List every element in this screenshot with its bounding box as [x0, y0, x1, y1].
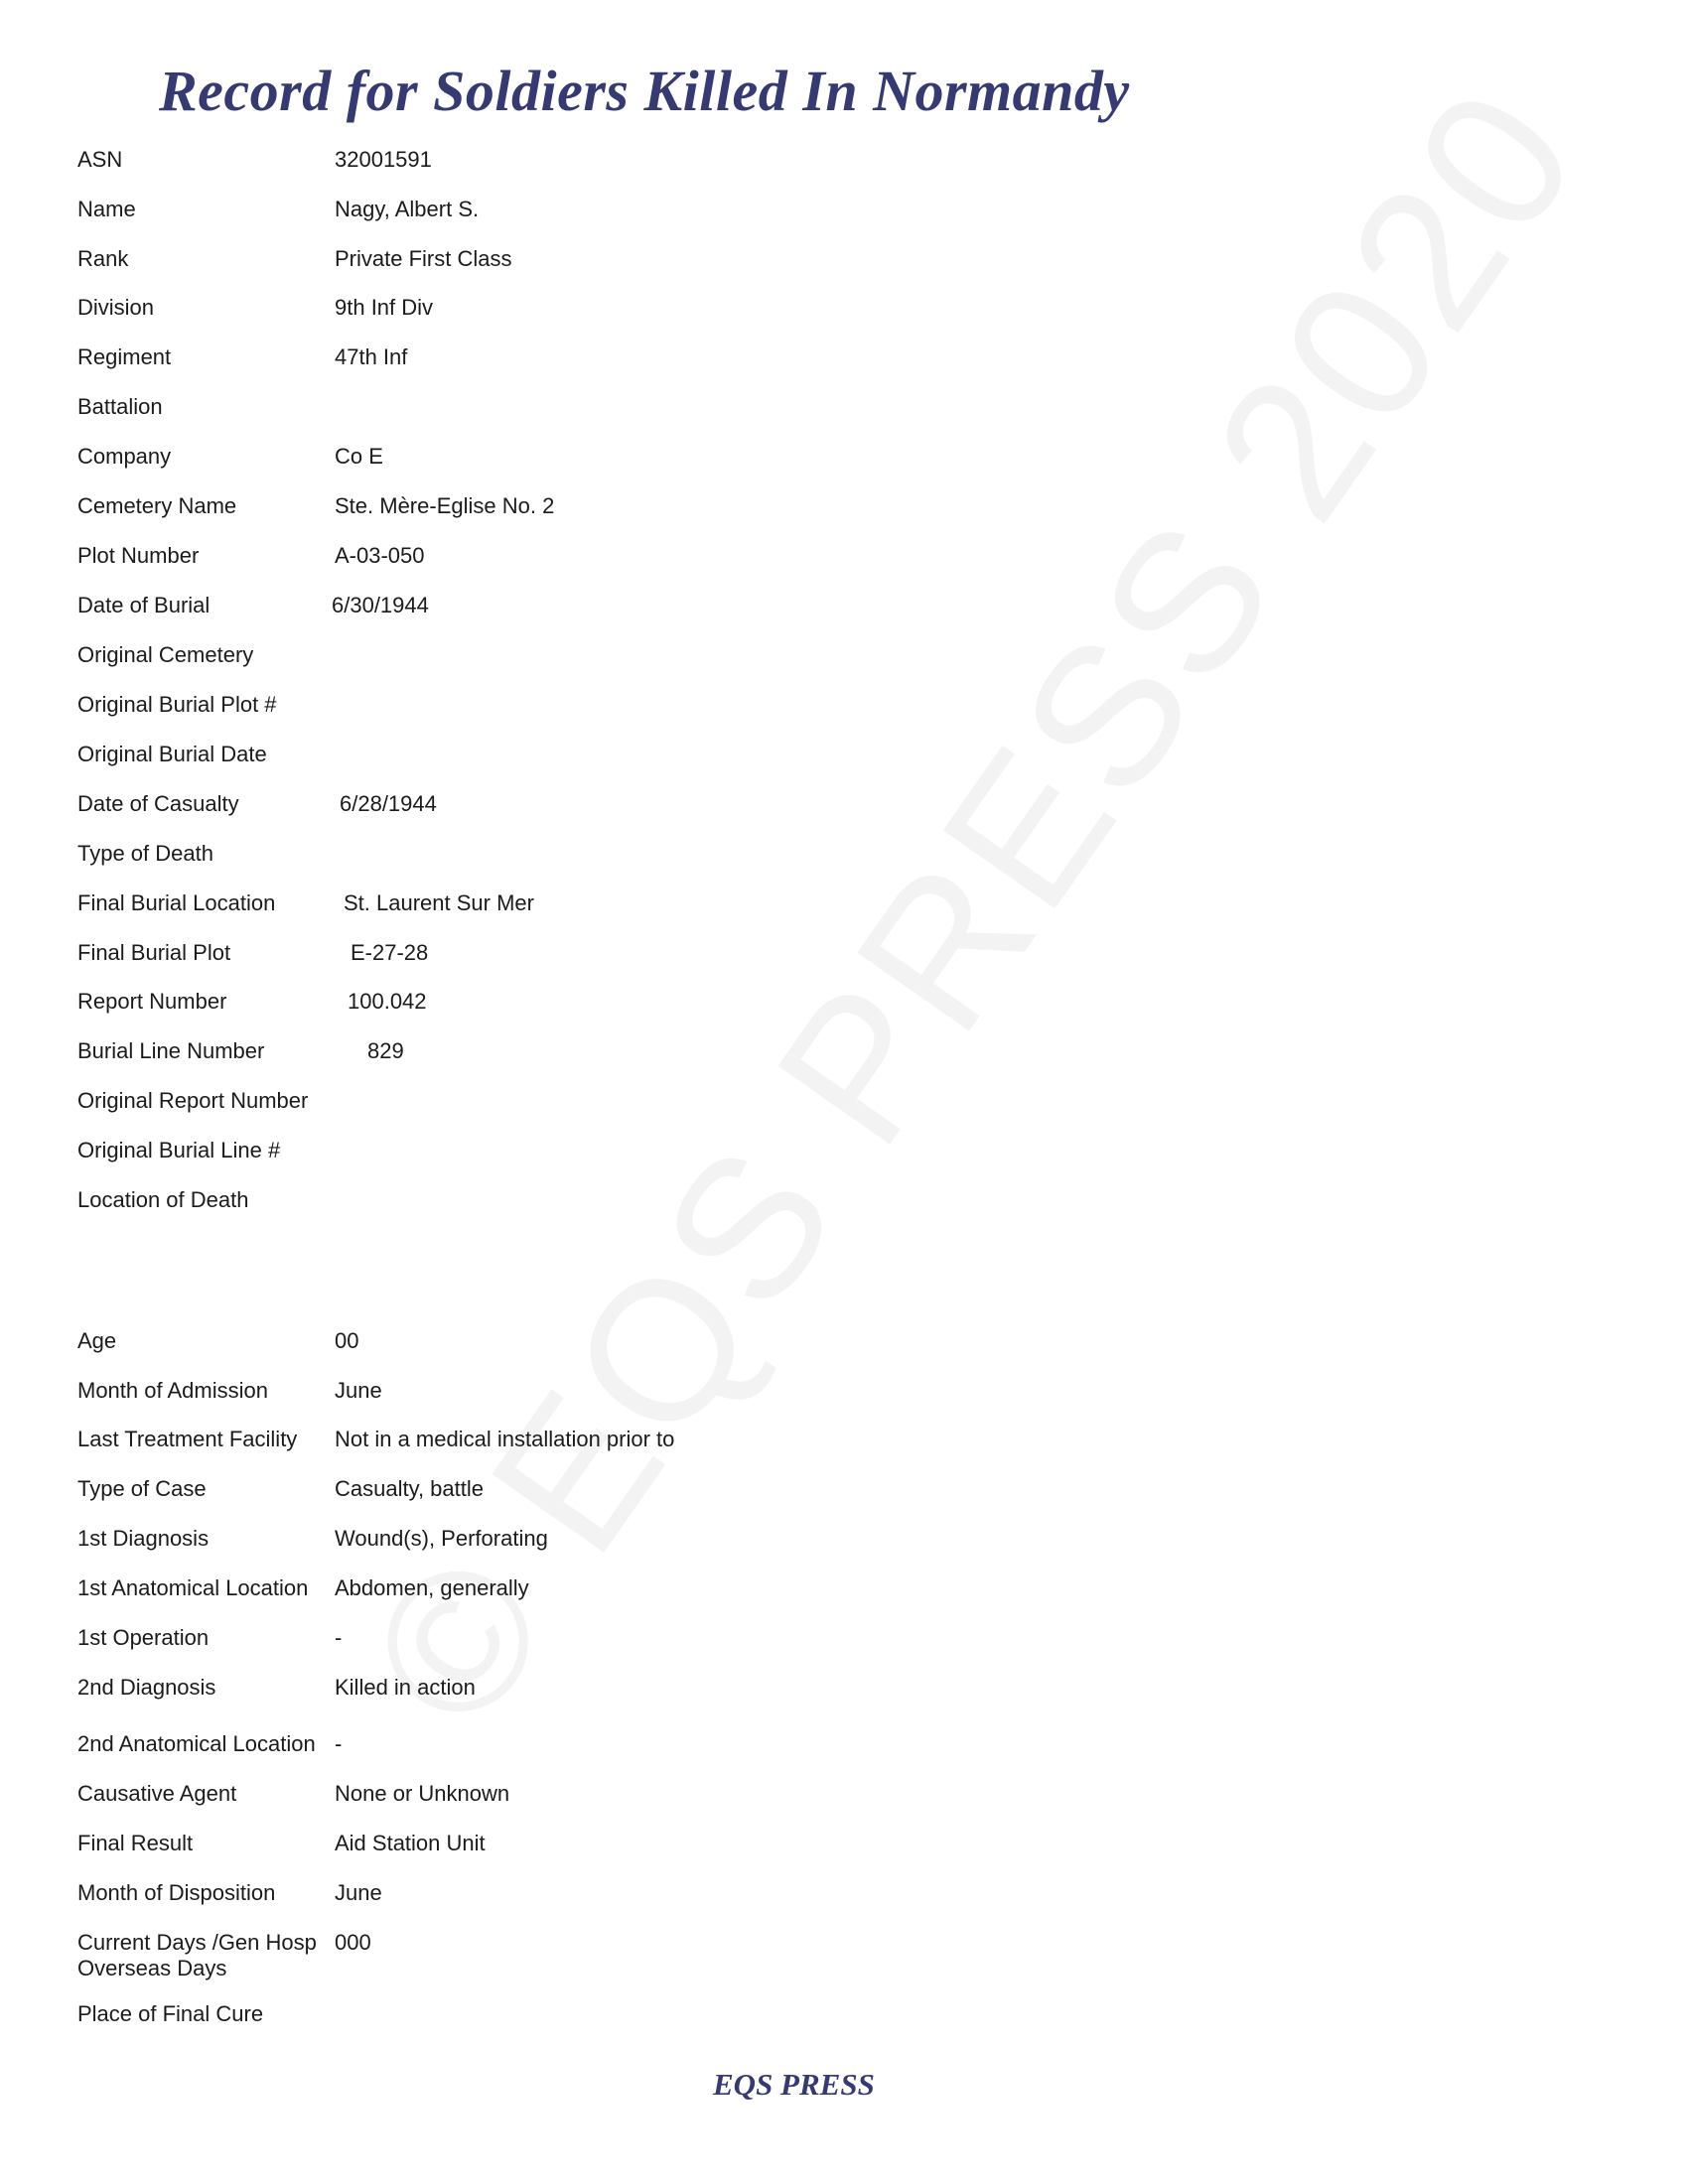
field-row-original-burial-plot	[0, 692, 1688, 732]
field-label: Name	[77, 197, 136, 221]
field-row-month-of-admission	[0, 1378, 1688, 1418]
field-row-1st-anatomical-location	[0, 1575, 1688, 1615]
field-value: Private First Class	[335, 246, 512, 271]
field-value: None or Unknown	[335, 1781, 510, 1806]
field-row-asn	[0, 147, 1688, 187]
field-row-2nd-diagnosis	[0, 1675, 1688, 1714]
field-label: Overseas Days	[77, 1956, 227, 1980]
field-row-final-result	[0, 1831, 1688, 1870]
field-row-original-report-number	[0, 1088, 1688, 1128]
field-label: 2nd Diagnosis	[77, 1675, 216, 1700]
field-value: 829	[367, 1038, 404, 1063]
field-value: June	[335, 1378, 382, 1403]
field-value: Not in a medical installation prior to	[335, 1427, 675, 1451]
field-row-2nd-anatomical-location	[0, 1731, 1688, 1771]
field-label: Original Cemetery	[77, 642, 254, 667]
field-row-type-of-death	[0, 841, 1688, 881]
field-label: Battalion	[77, 394, 163, 419]
field-row-final-burial-plot	[0, 940, 1688, 980]
field-label: 1st Diagnosis	[77, 1526, 210, 1551]
field-row-age	[0, 1328, 1688, 1368]
field-value: E-27-28	[351, 940, 429, 965]
field-row-final-burial-location	[0, 890, 1688, 930]
field-value: Aid Station Unit	[335, 1831, 486, 1855]
field-row-overseas-days	[0, 1956, 1688, 1995]
field-value: St. Laurent Sur Mer	[344, 890, 534, 915]
field-row-1st-diagnosis	[0, 1526, 1688, 1566]
field-label: Location of Death	[77, 1187, 249, 1212]
field-value: -	[335, 1731, 343, 1756]
field-row-date-of-casualty	[0, 791, 1688, 831]
field-label: Company	[77, 444, 172, 469]
field-value: 9th Inf Div	[335, 295, 434, 320]
field-value: June	[335, 1880, 382, 1905]
field-label: Place of Final Cure	[77, 2001, 264, 2026]
field-row-regiment	[0, 344, 1688, 384]
field-row-burial-line-number	[0, 1038, 1688, 1078]
field-row-report-number	[0, 989, 1688, 1028]
field-row-original-burial-date	[0, 742, 1688, 781]
field-row-date-of-burial	[0, 593, 1688, 632]
field-label: Age	[77, 1328, 117, 1353]
field-row-cemetery-name	[0, 493, 1688, 533]
field-value: -	[335, 1625, 343, 1650]
page-title: Record for Soldiers Killed In Normandy	[159, 59, 1130, 123]
field-row-rank	[0, 246, 1688, 286]
field-row-division	[0, 295, 1688, 335]
field-value: 000	[335, 1930, 371, 1955]
field-label: Date of Burial	[77, 593, 211, 617]
field-label: 1st Anatomical Location	[77, 1575, 309, 1600]
field-value: 100.042	[348, 989, 427, 1014]
field-label: Original Report Number	[77, 1088, 309, 1113]
field-label: Original Burial Plot #	[77, 692, 277, 717]
field-label: Report Number	[77, 989, 227, 1014]
field-value: 6/30/1944	[332, 593, 429, 617]
field-label: Type of Death	[77, 841, 213, 866]
field-value: Co E	[335, 444, 383, 469]
field-value: Wound(s), Perforating	[335, 1526, 548, 1551]
field-value: A-03-050	[335, 543, 425, 568]
field-label: Last Treatment Facility	[77, 1427, 298, 1451]
field-row-plot-number	[0, 543, 1688, 583]
field-row-original-burial-line	[0, 1138, 1688, 1177]
field-row-causative-agent	[0, 1781, 1688, 1821]
field-value: Ste. Mère-Eglise No. 2	[335, 493, 555, 518]
field-label: Division	[77, 295, 155, 320]
field-label: Causative Agent	[77, 1781, 237, 1806]
field-label: Plot Number	[77, 543, 200, 568]
field-value: Abdomen, generally	[335, 1575, 529, 1600]
field-row-original-cemetery	[0, 642, 1688, 682]
field-row-last-treatment-facility	[0, 1427, 1688, 1466]
field-label: Month of Disposition	[77, 1880, 276, 1905]
field-label: ASN	[77, 147, 123, 172]
field-label: 1st Operation	[77, 1625, 210, 1650]
field-value: 00	[335, 1328, 359, 1353]
field-value: 32001591	[335, 147, 432, 172]
field-value: Killed in action	[335, 1675, 476, 1700]
field-value: Casualty, battle	[335, 1476, 485, 1501]
field-label: Final Burial Plot	[77, 940, 231, 965]
field-value: Nagy, Albert S.	[335, 197, 480, 221]
field-label: Month of Admission	[77, 1378, 268, 1403]
field-label: Type of Case	[77, 1476, 207, 1501]
field-value: 47th Inf	[335, 344, 408, 369]
field-row-company	[0, 444, 1688, 483]
field-label: Regiment	[77, 344, 172, 369]
field-row-name	[0, 197, 1688, 236]
field-row-month-of-disposition	[0, 1880, 1688, 1920]
field-label: Rank	[77, 246, 129, 271]
field-label: Final Burial Location	[77, 890, 276, 915]
field-row-type-of-case	[0, 1476, 1688, 1516]
field-label: Cemetery Name	[77, 493, 237, 518]
field-row-battalion	[0, 394, 1688, 434]
publisher-footer: EQS PRESS	[713, 2067, 875, 2102]
field-label: Burial Line Number	[77, 1038, 265, 1063]
field-row-1st-operation	[0, 1625, 1688, 1665]
field-label: Original Burial Date	[77, 742, 267, 766]
field-value: 6/28/1944	[340, 791, 437, 816]
field-label: Date of Casualty	[77, 791, 239, 816]
field-label: Original Burial Line #	[77, 1138, 281, 1162]
field-row-location-of-death	[0, 1187, 1688, 1227]
field-label: Current Days /Gen Hosp	[77, 1930, 317, 1955]
field-label: Final Result	[77, 1831, 194, 1855]
field-row-place-of-final-cure	[0, 2001, 1688, 2041]
field-label: 2nd Anatomical Location	[77, 1731, 316, 1756]
